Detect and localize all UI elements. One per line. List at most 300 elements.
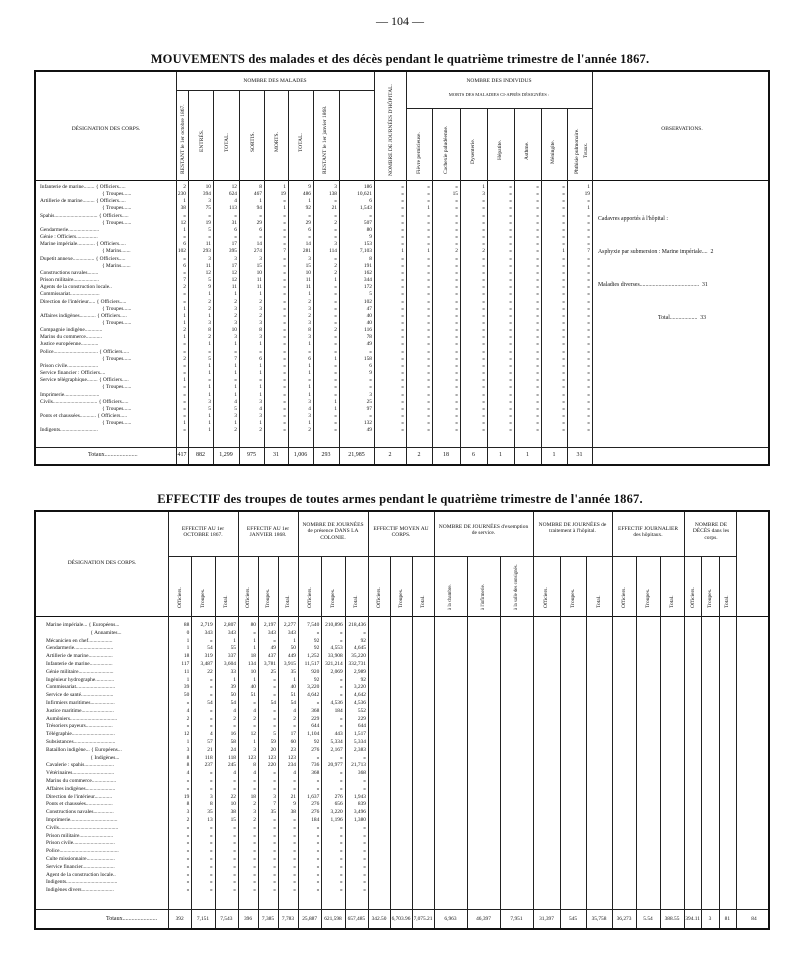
table-cell: 54 [290, 699, 296, 706]
table-cell: » [587, 384, 590, 391]
table-cell: » [562, 305, 565, 312]
table-cell: » [536, 248, 539, 255]
table-cell: » [482, 255, 485, 262]
table-cell: 368 [311, 707, 320, 714]
data-column [289, 184, 311, 434]
table-cell: » [455, 262, 458, 269]
table-row-label: Constructions navales........ [40, 269, 99, 276]
table-cell: 33,908 [327, 653, 343, 660]
table-cell: 12 [231, 269, 237, 276]
t1-dysenterie-header: Dysenterie. [470, 138, 476, 164]
table-cell: » [183, 413, 186, 419]
t1-hepatite-header: Hépatite. [497, 139, 503, 160]
subheader-total: Total. [669, 595, 675, 608]
table-cell: 3,220 [330, 809, 343, 816]
table-cell: 276 [311, 809, 320, 816]
data-column [240, 184, 262, 434]
table-cell: » [536, 184, 539, 190]
table-cell: 3 [334, 241, 337, 248]
table-cell: » [509, 184, 512, 190]
table-cell: » [455, 327, 458, 334]
obs-line-1: Cadavres apportés à l'hôpital : [598, 216, 668, 222]
table-cell: 59 [270, 738, 276, 745]
table-row-label: { Troupes...... [40, 219, 132, 226]
table-cell: 1,517 [353, 731, 366, 738]
table-cell: 49 [366, 341, 372, 348]
table-cell: 321,214 [325, 660, 343, 667]
table-cell: » [455, 184, 458, 190]
table-cell: 3,220 [353, 684, 366, 691]
table-cell: 39 [183, 684, 190, 691]
table-cell: » [273, 676, 276, 683]
table-cell: 7 [587, 248, 590, 255]
total-cell: 388.55 [664, 916, 680, 922]
table-row-label: Bataillon indigène... { Européens... [46, 746, 122, 753]
table-cell: » [455, 427, 458, 434]
table-cell: » [509, 319, 512, 326]
table-cell: » [427, 255, 430, 262]
table-cell: 276 [311, 746, 320, 753]
table-cell: » [209, 676, 213, 683]
table-cell: » [509, 248, 512, 255]
table-cell: » [186, 887, 190, 894]
table-cell: 3 [208, 398, 211, 405]
total-cell: 396 [243, 916, 253, 922]
table-cell: » [482, 291, 485, 298]
table-cell: » [509, 219, 512, 226]
table-row-label: Infirmiers maritimes.................. [46, 699, 115, 706]
table-cell: » [293, 840, 296, 847]
table-cell: 218,436 [348, 622, 366, 628]
table-cell: 4,642 [353, 692, 366, 699]
table-cell: 2,807 [223, 622, 236, 628]
table-cell: 10 [305, 269, 311, 276]
total-cell: 975 [247, 452, 256, 458]
table-cell: » [253, 887, 256, 894]
table-cell: » [273, 692, 276, 699]
table-cell: » [587, 305, 590, 312]
table-cell: » [233, 785, 236, 792]
data-column [299, 622, 319, 895]
table-cell: 39 [230, 684, 236, 691]
table-cell: 113 [229, 205, 237, 212]
table-cell: » [183, 212, 186, 219]
data-column [515, 184, 539, 434]
table-cell: 1 [253, 738, 256, 745]
table-cell: » [587, 219, 590, 226]
table-cell: » [536, 262, 539, 269]
table-cell: 1 [234, 420, 237, 427]
table-cell: » [455, 298, 458, 305]
data-column [216, 622, 236, 895]
table-cell: » [209, 879, 213, 886]
table-cell: » [273, 816, 276, 823]
table-cell: » [186, 777, 190, 784]
table-cell: » [293, 824, 296, 831]
table-cell: » [455, 319, 458, 326]
total-cell: 7,075.21 [413, 916, 433, 922]
table-cell: » [334, 362, 337, 369]
table-cell: 3 [259, 319, 262, 326]
table-cell: » [536, 298, 539, 305]
total-cell: 392 [175, 916, 184, 922]
table-cell: » [401, 305, 404, 312]
table-cell: » [482, 391, 485, 398]
table-cell: » [209, 715, 213, 722]
table-cell: » [273, 848, 276, 855]
table-cell: 11 [256, 277, 262, 284]
total-cell: 394.11 [685, 916, 700, 922]
table-cell: » [233, 879, 236, 886]
table-cell: » [509, 391, 512, 398]
table-cell: 19 [584, 191, 590, 198]
table-cell: 4 [293, 707, 296, 714]
table-cell: 35 [290, 668, 296, 675]
table-cell: » [186, 699, 190, 706]
table-cell: » [401, 298, 404, 305]
table-cell: » [363, 887, 366, 894]
table-cell: » [509, 305, 512, 312]
table-cell: » [293, 832, 296, 839]
table-row-label: Constructions navales............... [46, 809, 114, 816]
table-cell: 2 [208, 305, 211, 312]
table-cell: » [587, 420, 590, 427]
table-row-label: { Troupes...... [40, 191, 132, 198]
table-cell: » [401, 226, 404, 233]
table-cell: » [587, 234, 590, 241]
table-cell: » [562, 377, 565, 384]
table-cell: 4 [259, 405, 262, 412]
table-cell: 4 [233, 770, 236, 777]
table-cell: » [259, 377, 262, 384]
table-cell: » [401, 255, 404, 262]
table-cell: 2,719 [200, 622, 213, 628]
table-cell: » [293, 816, 296, 823]
table-cell: » [455, 405, 458, 412]
table-cell: » [253, 777, 256, 784]
table-row-label: Mécanicien en chef.................. [46, 637, 113, 644]
table-cell: 3 [308, 413, 311, 419]
table-cell: » [455, 269, 458, 276]
table-cell: » [587, 398, 590, 405]
table-cell: 13 [207, 816, 213, 823]
table-cell: 229 [311, 715, 320, 722]
table-cell: » [283, 398, 286, 405]
table-row-label: Justice européenne............. [40, 341, 99, 348]
table-row-label: Agent de la construction locale.. [46, 871, 116, 878]
table-cell: » [562, 312, 565, 319]
table-cell: » [509, 205, 512, 212]
table-cell: » [283, 298, 286, 305]
table-cell: » [334, 298, 337, 305]
table-row-label: Cavalerie : spahis...................... [46, 762, 114, 769]
table-cell: » [536, 269, 539, 276]
table-cell: » [183, 391, 186, 398]
table-cell: » [369, 384, 372, 391]
table-row-label: Infanterie de marine........ { Officiers..... [40, 184, 126, 190]
table-cell: » [587, 405, 590, 412]
total-cell: 2 [388, 452, 392, 458]
table-cell: » [509, 398, 512, 405]
table-cell: 2 [334, 327, 337, 334]
table-cell: » [401, 384, 404, 391]
table-cell: 1 [259, 384, 262, 391]
table-cell: » [363, 824, 366, 831]
table-cell: » [186, 832, 190, 839]
table-cell: » [401, 234, 404, 241]
table-cell: » [536, 291, 539, 298]
table-cell: 2 [183, 355, 186, 362]
table-cell: » [536, 391, 539, 398]
table-cell: » [233, 855, 236, 862]
table-cell: 92 [313, 637, 320, 644]
table-cell: 9 [369, 370, 372, 377]
table-cell: 11,517 [304, 660, 320, 667]
table-cell: » [587, 284, 590, 291]
table-cell: » [587, 319, 590, 326]
table-cell: » [283, 427, 286, 434]
table-cell: » [363, 863, 366, 870]
table-cell: » [562, 405, 565, 412]
table-cell: » [253, 840, 256, 847]
total-cell: 2 [417, 452, 421, 458]
table-cell: » [562, 384, 565, 391]
subheader-total: Total. [420, 595, 426, 608]
table-cell: » [316, 879, 320, 886]
t2-g4-header: EFFECTIF MOYEN AU CORPS. [373, 526, 429, 539]
table-cell: 54 [207, 645, 213, 652]
table-row-label: Civils............................................ [46, 824, 119, 831]
table-cell: 4,553 [330, 645, 343, 652]
table-cell: 22 [207, 668, 213, 675]
table-cell: 31 [231, 219, 237, 226]
table-cell: » [234, 234, 237, 241]
table-cell: » [186, 840, 190, 847]
total-cell: 1 [552, 452, 556, 458]
t2-designation-header: DÉSIGNATION DES CORPS. [67, 560, 137, 566]
table-cell: 25 [366, 398, 372, 405]
table-cell: » [363, 832, 366, 839]
table-cell: 118 [204, 754, 213, 761]
table-cell: 1 [334, 405, 337, 412]
table-cell: » [186, 855, 190, 862]
table-cell: 2 [183, 327, 186, 334]
table-cell: » [363, 785, 366, 792]
table-cell: 220 [267, 762, 276, 769]
data-column [265, 184, 286, 434]
table-cell: » [363, 848, 366, 855]
table-cell: » [427, 312, 430, 319]
table-cell: 186 [363, 184, 372, 190]
table-cell: » [293, 785, 296, 792]
table-cell: 14 [305, 241, 311, 248]
table-cell: 3 [208, 319, 211, 326]
t1-individus-header: NOMBRE DES INDIVIDUS [466, 78, 532, 84]
table-cell: » [273, 637, 276, 644]
table-cell: 2 [253, 801, 256, 808]
table-cell: » [562, 319, 565, 326]
table-cell: 4 [233, 707, 236, 714]
table-cell: 8 [253, 762, 256, 769]
table-cell: 10 [230, 801, 236, 808]
table-cell: 134 [247, 660, 256, 667]
table-row-label: { Marins....... [40, 248, 131, 255]
table-cell: » [209, 840, 213, 847]
table-cell: » [536, 405, 539, 412]
subheader-total: Total. [595, 595, 602, 608]
table-cell: 5 [369, 291, 372, 298]
table-cell: » [186, 871, 190, 878]
table-cell: » [316, 754, 320, 761]
table-cell: 2 [208, 334, 211, 341]
table-cell: » [183, 405, 186, 412]
table-cell: » [209, 692, 213, 699]
table-cell: » [273, 887, 276, 894]
table-cell: 21 [207, 746, 213, 753]
table-cell: » [482, 405, 485, 412]
table-cell: » [259, 212, 262, 219]
table-cell: » [183, 370, 186, 377]
table-cell: 2 [234, 427, 237, 434]
table-cell: 50 [230, 692, 236, 699]
table-cell: » [401, 398, 404, 405]
table-cell: » [363, 840, 366, 847]
table-cell: 1 [234, 384, 237, 391]
table-cell: » [334, 384, 337, 391]
table-cell: » [283, 384, 286, 391]
table-cell: 14 [256, 241, 262, 248]
table-cell: » [293, 863, 296, 870]
table-cell: 1 [587, 184, 590, 190]
table-cell: » [273, 723, 276, 730]
table-cell: » [259, 234, 262, 241]
table-row-label: Service financier : Officiers.... [40, 370, 106, 377]
table-cell: » [455, 219, 458, 226]
table-row-label: { Annamites... [46, 629, 122, 636]
table-cell: » [587, 241, 590, 248]
table-cell: 4,642 [307, 692, 320, 699]
table-cell: » [283, 212, 286, 219]
t1-meningite-header: Méningite. [550, 140, 556, 164]
table-cell: 15 [452, 191, 458, 198]
table-row-label: { Troupes...... [40, 205, 132, 212]
table-cell: 5 [208, 405, 211, 412]
table-row-label: Génie militaire.......................... [46, 668, 114, 675]
table-cell: » [334, 284, 337, 291]
table-cell: 33 [230, 668, 236, 675]
table-cell: » [562, 234, 565, 241]
table-cell: » [339, 676, 343, 683]
table-cell: » [283, 255, 286, 262]
table-cell: » [587, 413, 590, 419]
t2-g7-header: EFFECTIF JOURNALIER des hôpitaux. [617, 526, 679, 539]
table-cell: 40 [250, 684, 256, 691]
table-cell: 2 [334, 262, 337, 269]
table-cell: » [259, 348, 262, 355]
table-cell: » [369, 212, 372, 219]
table-row-label: Dupetit annexe................ { Officiers..... [40, 255, 126, 262]
table-cell: » [587, 427, 590, 434]
table-cell: » [509, 341, 512, 348]
table-cell: 3,604 [223, 660, 236, 667]
table-cell: 20,977 [327, 762, 343, 769]
data-column [433, 184, 458, 434]
table-cell: » [482, 384, 485, 391]
table-cell: » [186, 863, 190, 870]
table-cell: 54 [270, 699, 276, 706]
table-cell: 1 [208, 341, 211, 348]
table-cell: 21 [331, 205, 337, 212]
table-cell: » [427, 184, 430, 190]
table-cell: 9 [308, 184, 311, 190]
table-cell: » [536, 370, 539, 377]
table-cell: » [283, 269, 286, 276]
table-cell: 78 [366, 334, 372, 341]
table-cell: » [339, 777, 343, 784]
table-cell: » [509, 420, 512, 427]
table-cell: » [334, 198, 337, 205]
data-column [340, 184, 372, 434]
table-cell: » [316, 629, 320, 636]
table-cell: 153 [363, 241, 372, 248]
table-cell: 92 [305, 205, 311, 212]
table-cell: » [536, 198, 539, 205]
total-cell: 1 [499, 452, 502, 458]
table-cell: 35 [207, 809, 213, 816]
t1-total1-header: TOTAL. [224, 133, 230, 152]
table-cell: » [455, 362, 458, 369]
table-cell: 1,543 [359, 205, 372, 212]
table-cell: 51 [290, 692, 296, 699]
table-cell: » [455, 398, 458, 405]
table-cell: 1 [308, 384, 311, 391]
table-cell: 3 [234, 319, 237, 326]
table-cell: 3 [334, 184, 337, 190]
table-cell: 19 [280, 191, 286, 198]
table-cell: » [316, 699, 320, 706]
table-cell: 230 [177, 191, 186, 198]
table-cell: » [536, 319, 539, 326]
table-cell: 4 [253, 770, 256, 777]
table-cell: » [334, 427, 337, 434]
table-cell: 4,536 [330, 699, 343, 706]
table-row-label: Indigènes divers........................ [46, 887, 114, 894]
table-cell: » [186, 848, 190, 855]
table-cell: 1,252 [307, 653, 320, 660]
table-cell: » [401, 427, 404, 434]
table-cell: » [509, 405, 512, 412]
table-cell: » [427, 398, 430, 405]
table-cell: » [316, 848, 320, 855]
t1-observations [598, 192, 713, 346]
table-row-label: Marine impériale............. { Officiers..... [40, 241, 126, 248]
table-cell: 1 [208, 291, 211, 298]
table-row-label: Police................................. { Officiers..... [40, 348, 130, 355]
table-cell: » [273, 832, 276, 839]
subheader-officiers: Officiers. [306, 587, 313, 608]
table-cell: » [334, 234, 337, 241]
t1-sortis-header: SORTIS. [250, 132, 256, 152]
table-cell: 1 [562, 248, 565, 255]
total-cell: 25,887 [302, 916, 318, 922]
table-cell: » [427, 191, 430, 198]
table-cell: » [339, 832, 343, 839]
table-cell: » [339, 754, 343, 761]
data-column [192, 622, 212, 895]
table-row-label: Agents de la construction locale.. [40, 284, 112, 291]
table-cell: 2,383 [353, 746, 366, 753]
t2-g5-header: NOMBRE DE JOURNÉES d'exemption de service. [438, 524, 529, 537]
